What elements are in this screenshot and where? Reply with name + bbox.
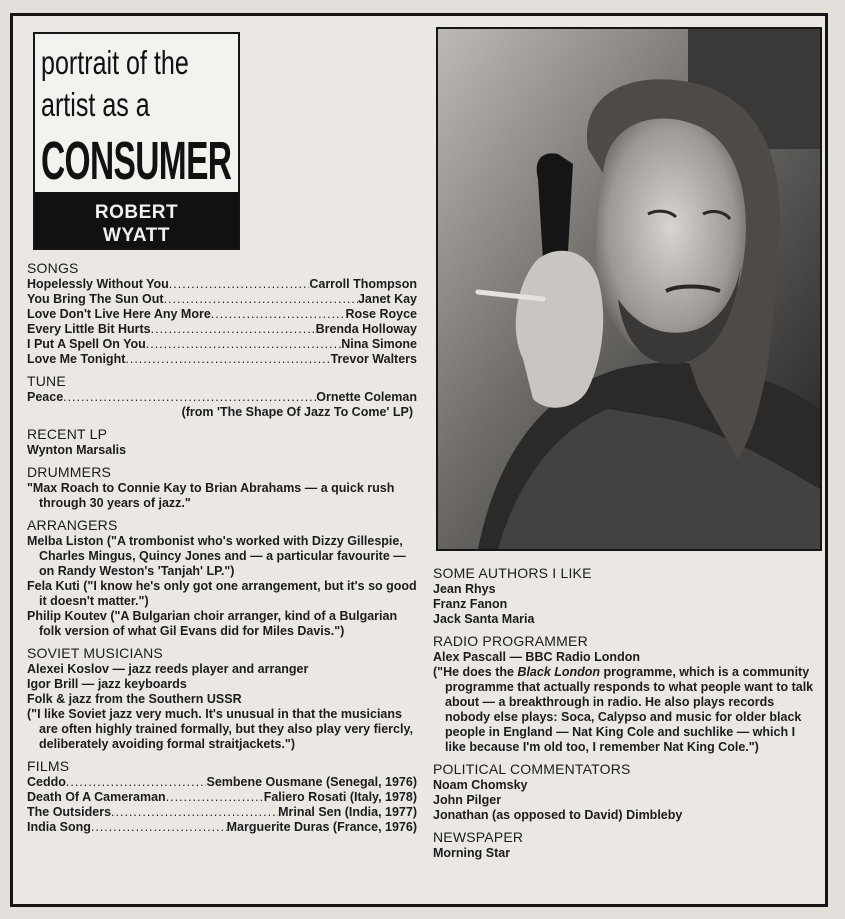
- radio-name: Alex Pascall — BBC Radio London: [433, 650, 640, 664]
- drummers-heading: DRUMMERS: [27, 464, 112, 480]
- soviet-line: Alexei Koslov — jazz reeds player and arranger: [27, 662, 309, 676]
- title-box: [33, 32, 240, 250]
- soviet-quote: ("I like Soviet jazz very much. It's unusual in that the musicians are often highly trained formally, but they also play very fiercly, deliberately avoiding formal straitjackets."): [27, 707, 413, 751]
- song-row: Love Don't Live Here Any More ..... Rose Royce: [27, 307, 417, 322]
- title-line-1: portrait of the: [41, 44, 189, 81]
- recent-lp-heading: RECENT LP: [27, 426, 108, 442]
- political-item: Noam Chomsky: [433, 778, 528, 792]
- artist-name-band: [35, 192, 238, 248]
- film-row: India Song ..... Marguerite Duras (France, 1976): [27, 820, 417, 835]
- song-row: Hopelessly Without You ..... Carroll Thompson: [27, 277, 417, 292]
- author-item: Jean Rhys: [433, 582, 496, 596]
- newspaper-heading: NEWSPAPER: [433, 829, 524, 845]
- arrangers-heading: ARRANGERS: [27, 517, 118, 533]
- right-column: [433, 565, 815, 861]
- authors-heading: SOME AUTHORS I LIKE: [433, 565, 592, 581]
- song-row: I Put A Spell On You ..... Nina Simone: [27, 337, 417, 352]
- song-row: You Bring The Sun Out ..... Janet Kay: [27, 292, 417, 307]
- political-item: Jonathan (as opposed to David) Dimbleby: [433, 808, 683, 822]
- song-row: Love Me Tonight ..... Trevor Walters: [27, 352, 417, 367]
- film-row: Death Of A Cameraman ..... Faliero Rosati (Italy, 1978): [27, 790, 417, 805]
- soviet-line: Igor Brill — jazz keyboards: [27, 677, 187, 691]
- arranger-item: Fela Kuti ("I know he's only got one arrangement, but it's so good it doesn't matter."): [27, 579, 417, 608]
- artist-photo: [436, 27, 822, 551]
- films-heading: FILMS: [27, 758, 70, 774]
- newspaper-value: Morning Star: [433, 846, 511, 860]
- soviet-line: Folk & jazz from the Southern USSR: [27, 692, 242, 706]
- political-item: John Pilger: [433, 793, 502, 807]
- tune-heading: TUNE: [27, 373, 66, 389]
- soviet-heading: SOVIET MUSICIANS: [27, 645, 163, 661]
- arranger-item: Philip Koutev ("A Bulgarian choir arranger, kind of a Bulgarian folk version of what Gil Evans did for Miles Davis."): [27, 609, 398, 638]
- film-row: The Outsiders ..... Mrinal Sen (India, 1977): [27, 805, 417, 820]
- film-row: Ceddo ..... Sembene Ousmane (Senegal, 1976): [27, 775, 417, 790]
- drummers-text: "Max Roach to Connie Kay to Brian Abrahams — a quick rush through 30 years of jazz.": [27, 481, 395, 510]
- tune-note: (from 'The Shape Of Jazz To Come' LP): [181, 405, 413, 419]
- song-row: Every Little Bit Hurts ..... Brenda Holloway: [27, 322, 417, 337]
- title-line-2: artist as a: [41, 86, 150, 123]
- political-heading: POLITICAL COMMENTATORS: [433, 761, 631, 777]
- author-item: Jack Santa Maria: [433, 612, 535, 626]
- arranger-item: Melba Liston ("A trombonist who's worked with Dizzy Gillespie, Charles Mingus, Quincy Jones and — a particular favourite — on Randy Weston's 'Tanjah' LP."): [27, 534, 406, 578]
- left-column: [27, 260, 417, 835]
- artist-first-name: ROBERT: [94, 202, 179, 223]
- tune-row: Peace ..... Ornette Coleman: [27, 390, 417, 405]
- artist-last-name: WYATT: [103, 225, 170, 246]
- radio-heading: RADIO PROGRAMMER: [433, 633, 588, 649]
- title-line-3: CONSUMER: [41, 131, 232, 191]
- songs-heading: SONGS: [27, 260, 79, 276]
- recent-lp-value: Wynton Marsalis: [27, 443, 127, 457]
- author-item: Franz Fanon: [433, 597, 508, 611]
- radio-quote: ("He does the Black London programme, which is a community programme that actually responds to what people want to talk about — a breakthrough in radio. He also plays records nobody else plays: Soca, Calypso and music for older black people in England — Nat King Cole and suchlike — which I like because I'm old too, I remember Nat King Cole."): [433, 665, 814, 754]
